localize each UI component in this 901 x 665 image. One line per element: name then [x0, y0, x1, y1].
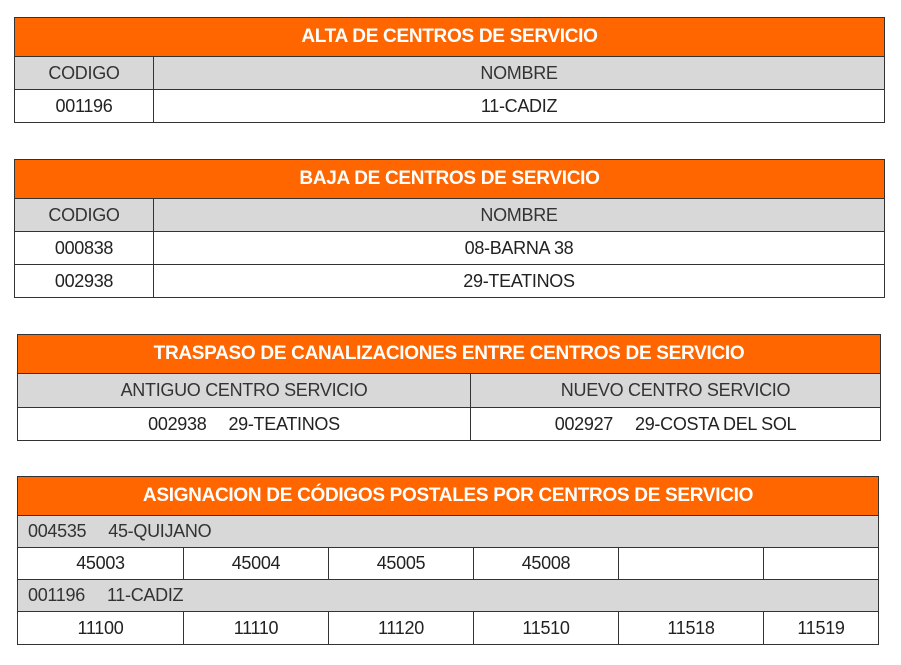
asignacion-group-header — [18, 516, 879, 548]
postal-code-cell: 45008 — [474, 548, 619, 580]
new-center-code: 002927 — [554, 413, 613, 434]
traspaso-col-antiguo: ANTIGUO CENTRO SERVICIO — [18, 374, 471, 408]
table-row — [18, 548, 879, 580]
table-row — [18, 612, 879, 645]
baja-col-nombre: NOMBRE — [154, 199, 885, 232]
baja-row-code: 002938 — [15, 265, 154, 298]
postal-code-cell — [764, 548, 879, 580]
postal-code-cell — [619, 548, 764, 580]
postal-code-cell: 11519 — [764, 612, 879, 645]
postal-code-cell: 45004 — [184, 548, 329, 580]
postal-code-cell: 11518 — [619, 612, 764, 645]
group-name: 11-CADIZ — [106, 585, 184, 605]
asignacion-title: ASIGNACION DE CÓDIGOS POSTALES POR CENTROS DE SERVICIO — [18, 477, 879, 516]
baja-row-name: 08-BARNA 38 — [154, 232, 885, 265]
baja-row-name: 29-TEATINOS — [154, 265, 885, 298]
table-row — [15, 232, 885, 265]
traspaso-col-nuevo: NUEVO CENTRO SERVICIO — [471, 374, 881, 408]
new-center-name: 29-COSTA DEL SOL — [635, 413, 797, 434]
postal-code-cell: 45003 — [18, 548, 184, 580]
group-name: 45-QUIJANO — [108, 521, 212, 541]
postal-code-cell: 45005 — [329, 548, 474, 580]
alta-col-nombre: NOMBRE — [154, 57, 885, 90]
group-code: 004535 — [28, 521, 87, 541]
table-row — [15, 90, 885, 123]
postal-code-cell: 11100 — [18, 612, 184, 645]
old-center-name: 29-TEATINOS — [228, 413, 340, 434]
group-code: 001196 — [28, 585, 85, 605]
asignacion-group-header — [18, 580, 879, 612]
postal-code-cell: 11110 — [184, 612, 329, 645]
baja-title: BAJA DE CENTROS DE SERVICIO — [15, 160, 885, 199]
traspaso-old-center — [18, 408, 471, 441]
postal-code-cell: 11510 — [474, 612, 619, 645]
traspaso-new-center — [471, 408, 881, 441]
baja-row-code: 000838 — [15, 232, 154, 265]
traspaso-title: TRASPASO DE CANALIZACIONES ENTRE CENTROS DE SERVICIO — [18, 335, 881, 374]
alta-table — [14, 17, 885, 123]
traspaso-table — [17, 334, 881, 441]
table-row — [15, 265, 885, 298]
alta-col-codigo: CODIGO — [15, 57, 154, 90]
baja-col-codigo: CODIGO — [15, 199, 154, 232]
asignacion-table — [17, 476, 879, 645]
alta-row-name: 11-CADIZ — [154, 90, 885, 123]
baja-table — [14, 159, 885, 298]
old-center-code: 002938 — [148, 413, 207, 434]
alta-row-code: 001196 — [15, 90, 154, 123]
postal-code-cell: 11120 — [329, 612, 474, 645]
alta-title: ALTA DE CENTROS DE SERVICIO — [15, 18, 885, 57]
table-row — [18, 408, 881, 441]
